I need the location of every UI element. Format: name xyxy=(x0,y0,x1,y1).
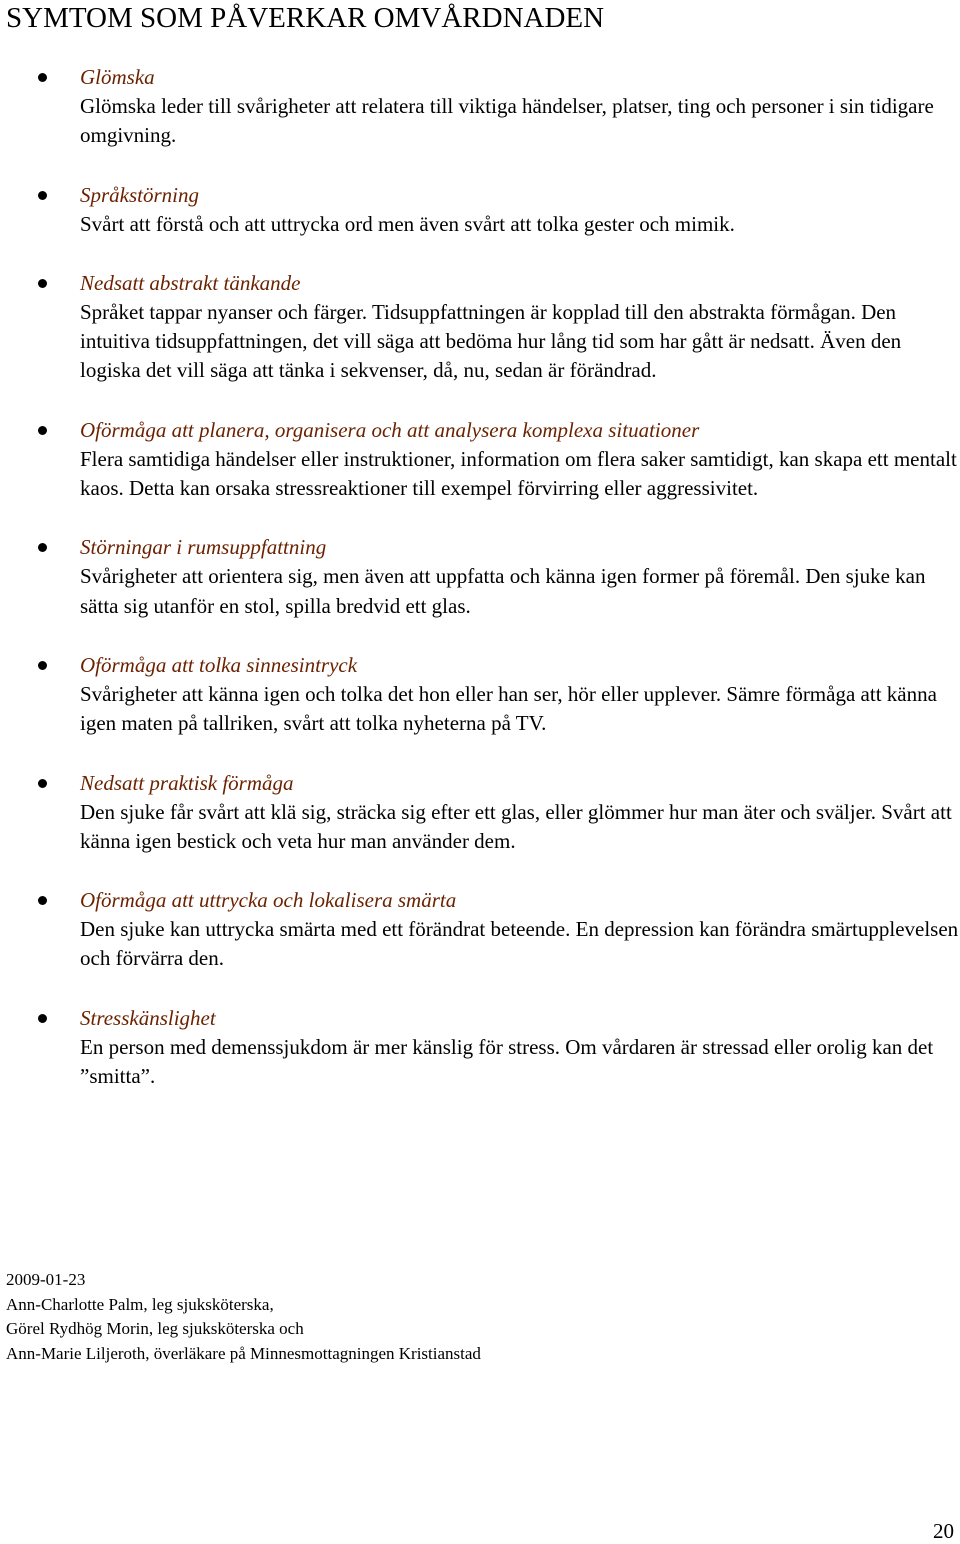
bullet-icon xyxy=(38,279,47,288)
item-title: Oförmåga att planera, organisera och att analysera komplexa situationer xyxy=(80,417,700,442)
document-title: SYMTOM SOM PÅVERKAR OMVÅRDNADEN xyxy=(6,2,605,34)
item-body: En person med demenssjukdom är mer känslig för stress. Om vårdaren är stressad eller orolig kan det ”smitta”. xyxy=(80,1034,934,1089)
bullet-icon xyxy=(38,896,47,905)
symptom-list xyxy=(0,63,960,1121)
item-title: Störningar i rumsuppfattning xyxy=(80,535,327,560)
bullet-icon xyxy=(38,1014,47,1023)
item-body: Glömska leder till svårigheter att relatera till viktiga händelser, platser, ting och personer i sin tidigare omgivning. xyxy=(80,94,934,148)
item-body: Flera samtidiga händelser eller instruktioner, information om flera saker samtidigt, kan skapa ett mentalt kaos. Detta kan orsaka stressreaktioner till exempel förvirring eller aggressivitet. xyxy=(80,446,957,501)
list-item-glomska xyxy=(0,63,960,151)
item-title: Oförmåga att tolka sinnesintryck xyxy=(80,652,358,677)
list-item-smarta xyxy=(0,886,960,974)
item-title: Stresskänslighet xyxy=(80,1005,216,1030)
item-body: Den sjuke kan uttrycka smärta med ett förändrat beteende. En depression kan förändra smärtupplevelsen och förvärra den. xyxy=(80,917,959,971)
footer-date: 2009-01-23 xyxy=(6,1270,86,1289)
item-title: Språkstörning xyxy=(80,182,200,207)
list-item-sinnesintryck xyxy=(0,651,960,739)
list-item-stresskanslighet xyxy=(0,1004,960,1092)
item-body: Språket tappar nyanser och färger. Tidsuppfattningen är kopplad till den abstrakta förmågan. Den intuitiva tidsuppfattningen, det vill säga att bedöma hur lång tid som har gått är nedsatt. Även den logiska det vill säga att tänka i sekvenser, då, nu, sedan är förändrad. xyxy=(80,299,902,383)
list-item-abstrakt-tankande xyxy=(0,269,960,386)
item-body: Svårt att förstå och att uttrycka ord men även svårt att tolka gester och mimik. xyxy=(80,211,735,236)
list-item-sprakstorning xyxy=(0,181,960,239)
bullet-icon xyxy=(38,191,47,200)
bullet-icon xyxy=(38,426,47,435)
bullet-icon xyxy=(38,661,47,670)
footer xyxy=(6,1268,481,1366)
footer-author-2: Görel Rydhög Morin, leg sjuksköterska och xyxy=(6,1319,304,1338)
page-number: 20 xyxy=(933,1519,954,1543)
list-item-planera-organisera xyxy=(0,416,960,504)
list-item-rumsuppfattning xyxy=(0,533,960,621)
list-item-praktisk-formaga xyxy=(0,769,960,857)
item-title: Nedsatt abstrakt tänkande xyxy=(80,270,301,295)
item-body: Den sjuke får svårt att klä sig, sträcka sig efter ett glas, eller glömmer hur man äter och sväljer. Svårt att känna igen bestick och veta hur man använder dem. xyxy=(80,799,952,853)
item-title: Glömska xyxy=(80,65,155,89)
footer-author-3: Ann-Marie Liljeroth, överläkare på Minnesmottagningen Kristianstad xyxy=(6,1343,481,1363)
item-title: Oförmåga att uttrycka och lokalisera smärta xyxy=(80,888,457,913)
item-body: Svårigheter att orientera sig, men även att uppfatta och känna igen former på föremål. Den sjuke kan sätta sig utanför en stol, spilla bredvid ett glas. xyxy=(80,564,926,618)
item-body: Svårigheter att känna igen och tolka det hon eller han ser, hör eller upplever. Sämre förmåga att känna igen maten på tallriken, svårt att tolka nyheterna på TV. xyxy=(80,681,937,736)
bullet-icon xyxy=(38,73,47,82)
bullet-icon xyxy=(38,543,47,552)
bullet-icon xyxy=(38,779,47,788)
item-title: Nedsatt praktisk förmåga xyxy=(80,770,294,795)
footer-author-1: Ann-Charlotte Palm, leg sjuksköterska, xyxy=(6,1294,274,1314)
